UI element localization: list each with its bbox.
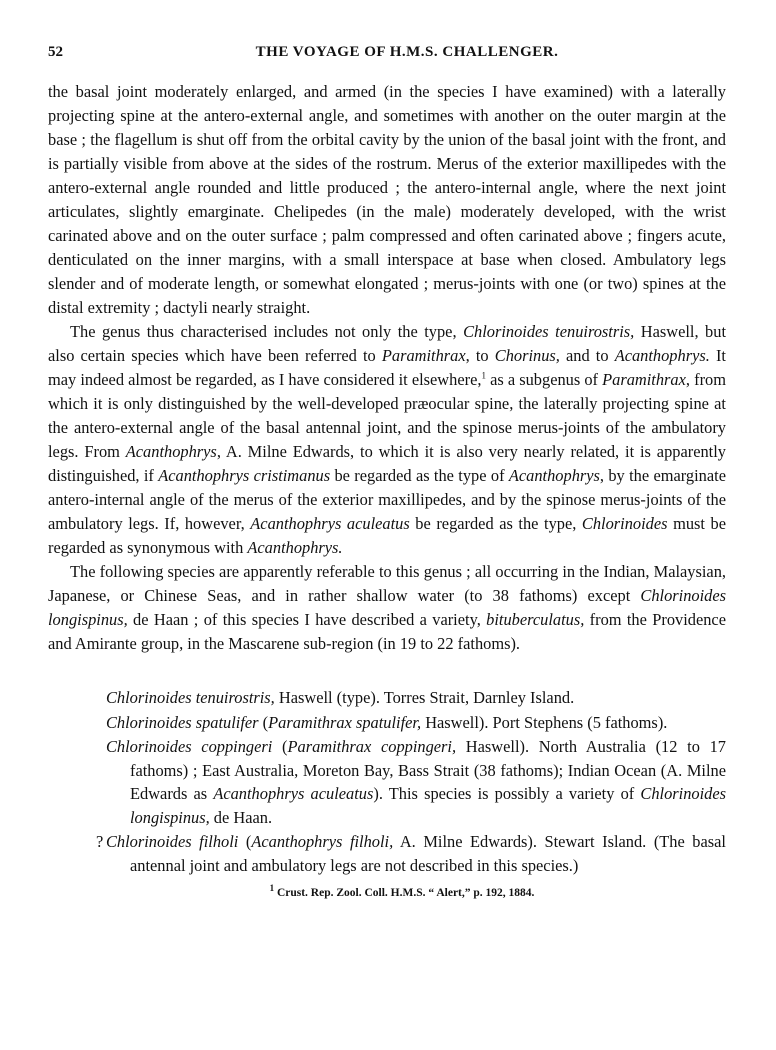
paragraph-2: The genus thus characterised includes not only the type, Chlorinoides tenuirostris, Haswell, but also certain species which have been referred to Paramithrax, to Chorinus, and to Acanthophrys. It may indeed almost be regarded, as I have considered it elsewhere,$^1$ as a subgenus of Paramithrax, from which it is only distinguished by the well-developed præocular spine, the laterally projecting spine at the antero-external angle of the basal antennal joint, and the spinose merus-joints of the ambulatory legs. From Acanthophrys, A. Milne Edwards, to which it is also very nearly related, it is apparently distinguished, if Acanthophrys cristimanus be regarded as the type of Acanthophrys, by the emarginate antero-internal angle of the merus of the exterior maxillipedes, and by the spinose merus-joints of the ambulatory legs. If, however, Acanthophrys aculeatus be regarded as the type, Chlorinoides must be regarded as synonymous with Acanthophrys. (48, 322, 727, 557)
page-number: 52 (48, 44, 63, 60)
query-mark: ? (96, 832, 104, 851)
species-list (48, 686, 726, 877)
species-entry: Chlorinoides tenuirostris, Haswell (type). Torres Strait, Darnley Island. (106, 688, 575, 707)
page (48, 44, 726, 899)
running-title: THE VOYAGE OF H.M.S. CHALLENGER. (255, 44, 559, 60)
footnote-ref: 1 (481, 370, 486, 381)
species-entry: ? Chlorinoides filholi (Acanthophrys filholi, A. Milne Edwards). Stewart Island. (The basal antennal joint and ambulatory legs are not described in this species.) (96, 832, 726, 875)
species-entry: Chlorinoides spatulifer (Paramithrax spatulifer, Haswell). Port Stephens (5 fathoms). (106, 712, 668, 732)
species-entry: Chlorinoides coppingeri (Paramithrax coppingeri, Haswell). North Australia (12 to 17 fathoms) ; East Australia, Moreton Bay, Bass Strait (38 fathoms); Indian Ocean (A. Milne Edwards as Acanthophrys aculeatus). This species is possibly a variety of Chlorinoides longispinus, de Haan. (106, 737, 726, 827)
footnote: $^1$ Crust. Rep. Zool. Coll. H.M.S. “ Alert,” p. 192, 1884. (269, 883, 535, 899)
body-text (48, 80, 726, 656)
paragraph-3: The following species are apparently referable to this genus ; all occurring in the Indian, Malaysian, Japanese, or Chinese Seas, and in rather shallow water (to 38 fathoms) except Chlorinoides longispinus, de Haan ; of this species I have described a variety, bituberculatus, from the Providence and Amirante group, in the Mascarene sub-region (in 19 to 22 fathoms). (48, 562, 726, 653)
page-header (48, 44, 726, 70)
paragraph-1: the basal joint moderately enlarged, and armed (in the species I have examined) with a laterally projecting spine at the antero-external angle, and sometimes with another on the outer margin at the base ; the flagellum is shut off from the orbital cavity by the union of the basal joint with the front, and is partially visible from above at the sides of the rostrum. Merus of the exterior maxillipedes with the antero-external angle rounded and little produced ; the antero-internal angle, where the next joint articulates, slightly emarginate. Chelipedes (in the male) moderately developed, with the wrist carinated above and on the outer surface ; palm compressed and often carinated above ; fingers acute, denticulated on the inner margins, with a small interspace at base when closed. Ambulatory legs slender and of moderate length, or somewhat elongated ; merus-joints with one (or two) spines at the distal extremity ; dactyli nearly straight. (48, 82, 726, 317)
